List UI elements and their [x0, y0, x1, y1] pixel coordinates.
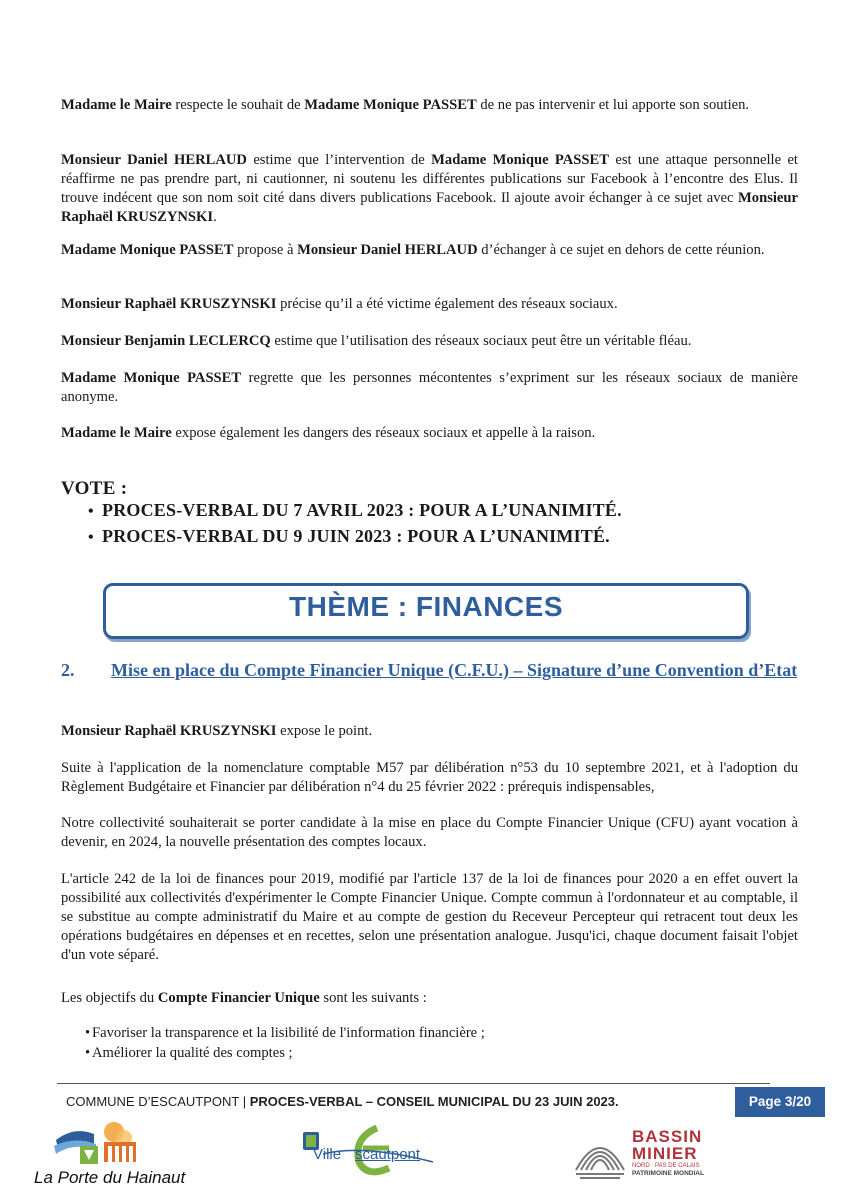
bullet-icon: •: [88, 503, 94, 520]
objective-text: Favoriser la transparence et la lisibilité de l'information financière ;: [92, 1025, 485, 1041]
speaker-name: Madame le Maire: [61, 425, 172, 441]
objective-item: [61, 1023, 485, 1043]
paragraph: [61, 151, 798, 227]
speaker-name: Monsieur Daniel HERLAUD: [61, 152, 247, 168]
minier-word: MINIER: [632, 1144, 698, 1163]
paragraph: [61, 722, 798, 741]
bassin-minier-logo: [572, 1128, 712, 1188]
porte-du-hainaut-caption: La Porte du Hainaut: [34, 1168, 186, 1187]
paragraph-text: estime que l’utilisation des réseaux sociaux peut être un véritable fléau.: [270, 333, 692, 349]
paragraph: [61, 989, 798, 1008]
bullet-icon: •: [88, 529, 94, 546]
objective-text: Améliorer la qualité des comptes ;: [92, 1045, 293, 1061]
paragraph-text: Suite à l'application de la nomenclature comptable M57 par délibération n°53 du 10 septembre 2021, et à l'adoption du Règlement Budgétaire et Financier par délibération n°4 du 25 février 2022 : prérequis indispensables,: [61, 760, 798, 795]
objective-item: [61, 1043, 485, 1063]
porte-du-hainaut-logo: [34, 1118, 214, 1193]
paragraph-text: Notre collectivité souhaiterait se porter candidate à la mise en place du Compte Financier Unique (CFU) ayant vocation à devenir, en 2024, la nouvelle présentation des comptes locaux.: [61, 815, 798, 850]
paragraph-text: précise qu’il a été victime également des réseaux sociaux.: [276, 296, 618, 312]
paragraph: [61, 241, 798, 260]
paragraph-text: L'article 242 de la loi de finances pour 2019, modifié par l'article 137 de la loi de finances pour 2020 a en effet ouvert la possibilité aux collectivités d'expérimenter le Compte Financier Unique. Compte commun à l'ordonnateur et au comptable, il se substitue au compte administratif du Maire et au compte de gestion du Receveur Percepteur qui retracent tout deux les opérations budgétaires en dépenses et en recettes, selon une présentation analogue. Jusqu'ici, chaque document faisait l'objet d'un vote séparé.: [61, 871, 798, 963]
paragraph: [61, 870, 798, 965]
paragraph-text: est une attaque personnelle et réaffirme ne pas prendre part, ni cautionner, ni soutenu les différentes publications sur Facebook à l’encontre des Elus. Il trouve indécent que son nom soit cité dans divers publications Facebook. Il ajoute avoir échanger à ce sujet avec: [61, 152, 798, 206]
footer-commune: COMMUNE D’ESCAUTPONT: [66, 1094, 240, 1109]
speaker-name: Monsieur Raphaël KRUSZYNSKI: [61, 723, 277, 739]
speaker-name: Monsieur Daniel HERLAUD: [297, 242, 478, 258]
ville-escautpont-logo: [293, 1118, 453, 1193]
speaker-name: Madame Monique PASSET: [61, 242, 234, 258]
paragraph-text: estime que l’intervention de: [246, 152, 432, 168]
paragraph-text: propose à: [233, 242, 298, 258]
footer-text: [66, 1094, 619, 1109]
speaker-name: Madame Monique PASSET: [431, 152, 609, 168]
speaker-name: Monsieur Raphaël KRUSZYNSKI: [61, 190, 798, 225]
theme-title: THÈME : FINANCES: [289, 591, 563, 622]
vote-heading: VOTE :: [61, 478, 128, 499]
paragraph-text: expose également les dangers des réseaux sociaux et appelle à la raison.: [171, 425, 596, 441]
paragraph-text: Les objectifs du: [61, 990, 158, 1006]
bullet-icon: •: [85, 1045, 91, 1061]
speaker-name: Madame Monique PASSET: [61, 370, 242, 386]
patrimoine-mondial-label: PATRIMOINE MONDIAL: [632, 1170, 704, 1177]
paragraph-text: d’échanger à ce sujet en dehors de cette réunion.: [477, 242, 765, 258]
footer-separator: |: [239, 1094, 250, 1109]
paragraph: [61, 96, 798, 115]
objectives-list: [61, 1023, 485, 1063]
paragraph: [61, 369, 798, 407]
speaker-name: Monsieur Raphaël KRUSZYNSKI: [61, 296, 277, 312]
vote-item-text: PROCES-VERBAL DU 9 JUIN 2023 : POUR A L’UNANIMITÉ.: [102, 526, 610, 546]
section-title: Mise en place du Compte Financier Unique (C.F.U.) – Signature d’une Convention d’Etat: [111, 660, 798, 680]
paragraph-text: respecte le souhait de: [171, 97, 305, 113]
bassin-minier-emblem-icon: [572, 1130, 628, 1182]
nord-pas-de-calais-label: NORD · PAS DE CALAIS: [632, 1163, 700, 1169]
footer-pv-title: PROCES-VERBAL – CONSEIL MUNICIPAL DU 23 JUIN 2023.: [249, 1094, 619, 1109]
paragraph-text: regrette que les personnes mécontentes s’expriment sur les réseaux sociaux de manière anonyme.: [61, 370, 798, 405]
paragraph: [61, 814, 798, 852]
bullet-icon: •: [85, 1025, 91, 1041]
speaker-name: Monsieur Benjamin LECLERCQ: [61, 333, 271, 349]
speaker-name: Madame le Maire: [61, 97, 172, 113]
section-heading: [61, 658, 798, 682]
section-number: 2.: [61, 660, 75, 680]
vote-item-text: PROCES-VERBAL DU 7 AVRIL 2023 : POUR A L’UNANIMITÉ.: [102, 500, 622, 520]
speaker-name: Compte Financier Unique: [157, 990, 320, 1006]
paragraph: [61, 424, 798, 443]
paragraph-text: .: [213, 209, 217, 225]
ville-word: Ville: [313, 1146, 342, 1163]
speaker-name: Madame Monique PASSET: [304, 97, 477, 113]
paragraph-text: de ne pas intervenir et lui apporte son soutien.: [476, 97, 750, 113]
porte-du-hainaut-emblem-icon: [34, 1118, 164, 1168]
paragraph: [61, 332, 798, 351]
vote-results-list: [88, 498, 622, 550]
escautpont-word: scautpont: [355, 1146, 421, 1163]
page-number-badge: Page 3/20: [735, 1087, 825, 1117]
paragraph-text: sont les suivants :: [319, 990, 427, 1006]
bassin-word: BASSIN: [632, 1127, 703, 1146]
vote-item: [88, 498, 622, 524]
paragraph: [61, 759, 798, 797]
paragraph-text: expose le point.: [276, 723, 373, 739]
vote-item: [88, 524, 622, 550]
footer-divider: [57, 1083, 770, 1084]
paragraph: [61, 295, 798, 314]
